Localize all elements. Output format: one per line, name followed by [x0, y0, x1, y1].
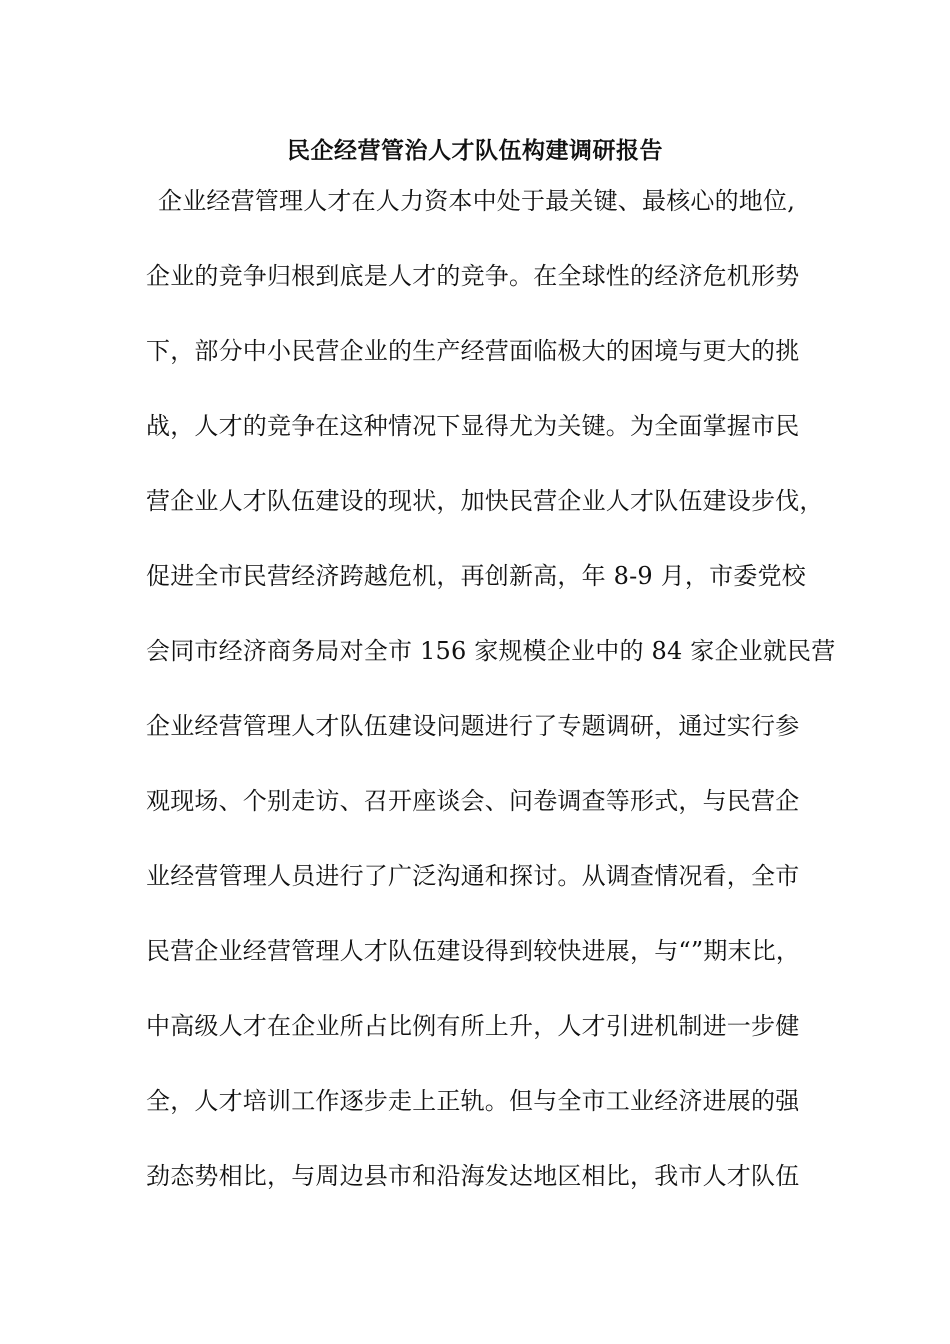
paragraph-line: 战，人才的竞争在这种情况下显得尤为关键。为全面掌握市民	[146, 412, 800, 440]
paragraph-line: 全，人才培训工作逐步走上正轨。但与全市工业经济进展的强	[146, 1087, 800, 1115]
document-title: 民企经营管治人才队伍构建调研报告	[287, 138, 663, 164]
paragraph-line: 会同市经济商务局对全市 156 家规模企业中的 84 家企业就民营	[146, 637, 836, 665]
paragraph-line: 促进全市民营经济跨越危机，再创新高，年 8-9 月，市委党校	[146, 562, 806, 590]
paragraph-line: 企业的竞争归根到底是人才的竞争。在全球性的经济危机形势	[146, 262, 800, 290]
paragraph-line: 企业经营管理人才队伍建设问题进行了专题调研，通过实行参	[146, 712, 800, 740]
paragraph-line: 中高级人才在企业所占比例有所上升，人才引进机制进一步健	[146, 1012, 800, 1040]
paragraph-line: 劲态势相比，与周边县市和沿海发达地区相比，我市人才队伍	[146, 1162, 800, 1190]
paragraph-line: 观现场、个别走访、召开座谈会、问卷调查等形式，与民营企	[146, 787, 800, 815]
paragraph-line: 下，部分中小民营企业的生产经营面临极大的困境与更大的挑	[146, 337, 800, 365]
paragraph-line: 民营企业经营管理人才队伍建设得到较快进展，与“”期末比，	[146, 937, 801, 965]
paragraph-line: 营企业人才队伍建设的现状，加快民营企业人才队伍建设步伐，	[146, 487, 824, 515]
paragraph-line: 业经营管理人员进行了广泛沟通和探讨。从调查情况看，全市	[146, 862, 800, 890]
paragraph-line: 企业经营管理人才在人力资本中处于最关键、最核心的地位,	[158, 187, 796, 215]
